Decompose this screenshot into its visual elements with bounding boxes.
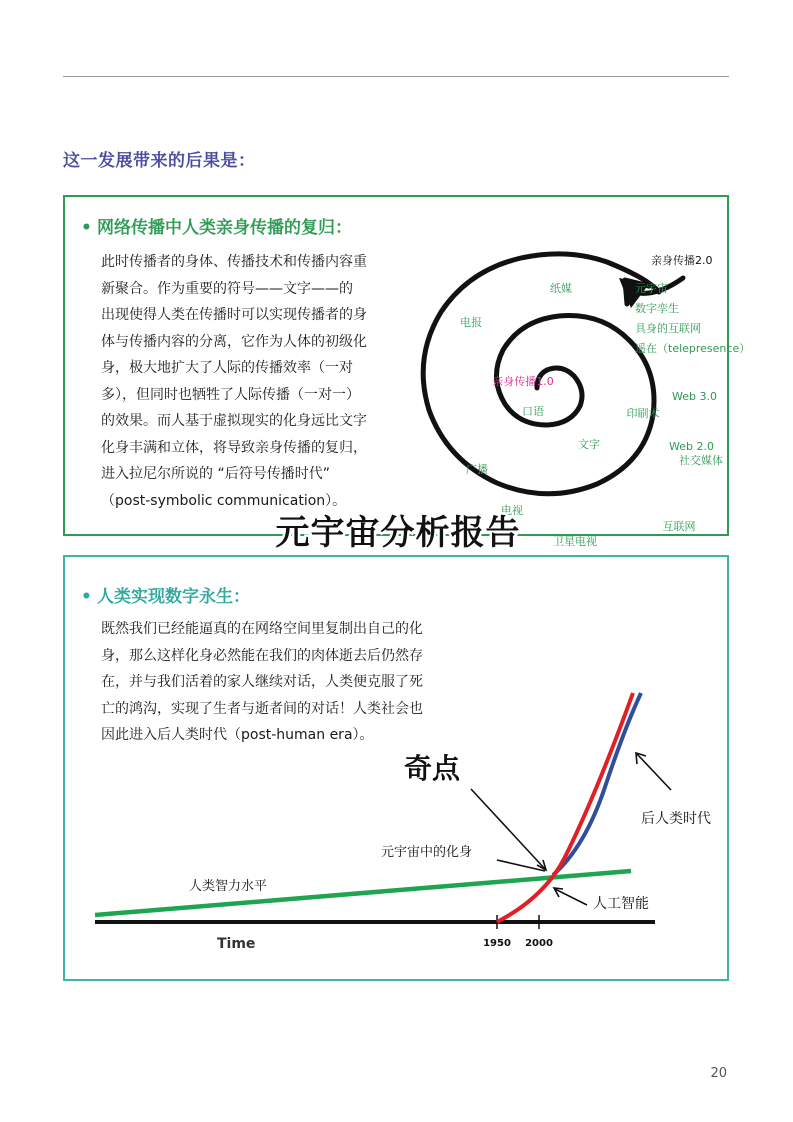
label-telegraph: 电报 xyxy=(460,316,482,329)
label-printing: 印刷术 xyxy=(626,407,660,420)
paragraph-line: 出现使得人类在传播时可以实现传播者的身 xyxy=(101,307,367,323)
label-ai: 人工智能 xyxy=(593,896,649,912)
label-print-media: 纸媒 xyxy=(550,282,572,295)
label-telepresence: 遥在（telepresence） xyxy=(635,342,751,355)
paragraph-line: 此时传播者的身体、传播技术和传播内容重 xyxy=(101,254,367,270)
top-rule xyxy=(63,76,729,77)
paragraph-line: 新聚合。作为重要的符号——文字——的 xyxy=(101,280,353,297)
label-avatar: 元宇宙中的化身 xyxy=(381,845,473,860)
label-digital-twin: 数字孪生 xyxy=(635,302,679,315)
paragraph-line: 的效果。而人基于虚拟现实的化身远比文字 xyxy=(101,413,367,429)
ai-curve xyxy=(497,693,633,922)
spiral-side-labels xyxy=(397,240,751,530)
axis-label-time: Time xyxy=(217,936,256,952)
paragraph-line: （post-symbolic communication）。 xyxy=(101,492,347,509)
label-satellite-tv: 卫星电视 xyxy=(553,535,597,548)
label-post-human: 后人类时代 xyxy=(641,811,711,827)
label-web3: Web 3.0 xyxy=(672,390,717,403)
singularity-chart xyxy=(65,557,727,979)
label-oral: 口语 xyxy=(522,405,544,418)
box1-title-text: 网络传播中人类亲身传播的复归： xyxy=(97,218,352,238)
label-embodied-1: 亲身传播1.0 xyxy=(492,375,554,388)
label-human-intelligence: 人类智力水平 xyxy=(189,879,268,894)
embodied-communication-box xyxy=(63,195,751,548)
label-embodied-internet: 具身的互联网 xyxy=(635,322,701,335)
label-internet: 互联网 xyxy=(662,520,696,533)
label-metaverse: 元宇宙 xyxy=(635,282,668,295)
paragraph-line: 多），但同时也牺牲了人际传播（一对一） xyxy=(101,386,360,403)
arrow-post-human-icon xyxy=(637,754,671,790)
label-embodied-2: 亲身传播2.0 xyxy=(651,254,713,267)
bullet-icon: • xyxy=(81,587,92,607)
paragraph-line: 进入拉尼尔所说的 “后符号传播时代” xyxy=(101,466,330,482)
label-singularity: 奇点 xyxy=(404,752,461,785)
paragraph-line: 在，并与我们活着的家人继续对话，人类便克服了死 xyxy=(101,674,423,690)
box1-paragraph xyxy=(101,249,391,514)
report-title-watermark xyxy=(266,508,530,554)
label-social-media: 社交媒体 xyxy=(679,454,723,467)
paragraph-line: 身，极大地扩大了人际的传播效率（一对 xyxy=(101,360,353,376)
paragraph-line: 化身丰满和立体，将导致亲身传播的复归， xyxy=(101,439,367,456)
tick-label-1950: 1950 xyxy=(483,938,511,949)
box1-title xyxy=(81,213,352,238)
page-number: 20 xyxy=(710,1066,727,1081)
paragraph-line: 因此进入后人类时代（post-human era）。 xyxy=(101,727,374,743)
label-radio: 广播 xyxy=(466,463,488,476)
label-writing: 文字 xyxy=(578,438,600,451)
label-web2: Web 2.0 xyxy=(669,440,714,453)
box2-title-text: 人类实现数字永生： xyxy=(97,587,250,607)
paragraph-line: 既然我们已经能逼真的在网络空间里复制出自己的化 xyxy=(101,621,423,637)
label-television: 电视 xyxy=(501,504,523,517)
arrow-singularity-icon xyxy=(471,789,545,869)
digital-immortality-box xyxy=(63,555,729,981)
arrow-ai-icon xyxy=(555,889,587,905)
paragraph-line: 亡的鸿沟，实现了生者与逝者间的对话！人类社会也 xyxy=(101,700,423,717)
watermark-text: 元宇宙分析报告 xyxy=(275,513,521,553)
section-heading: 这一发展带来的后果是： xyxy=(63,151,256,171)
bullet-icon: • xyxy=(81,218,92,238)
tick-label-2000: 2000 xyxy=(525,938,553,949)
paragraph-line: 体与传播内容的分离，它作为人体的初级化 xyxy=(101,333,367,350)
paragraph-line: 身，那么这样化身必然能在我们的肉体逝去后仍然存 xyxy=(101,647,423,664)
